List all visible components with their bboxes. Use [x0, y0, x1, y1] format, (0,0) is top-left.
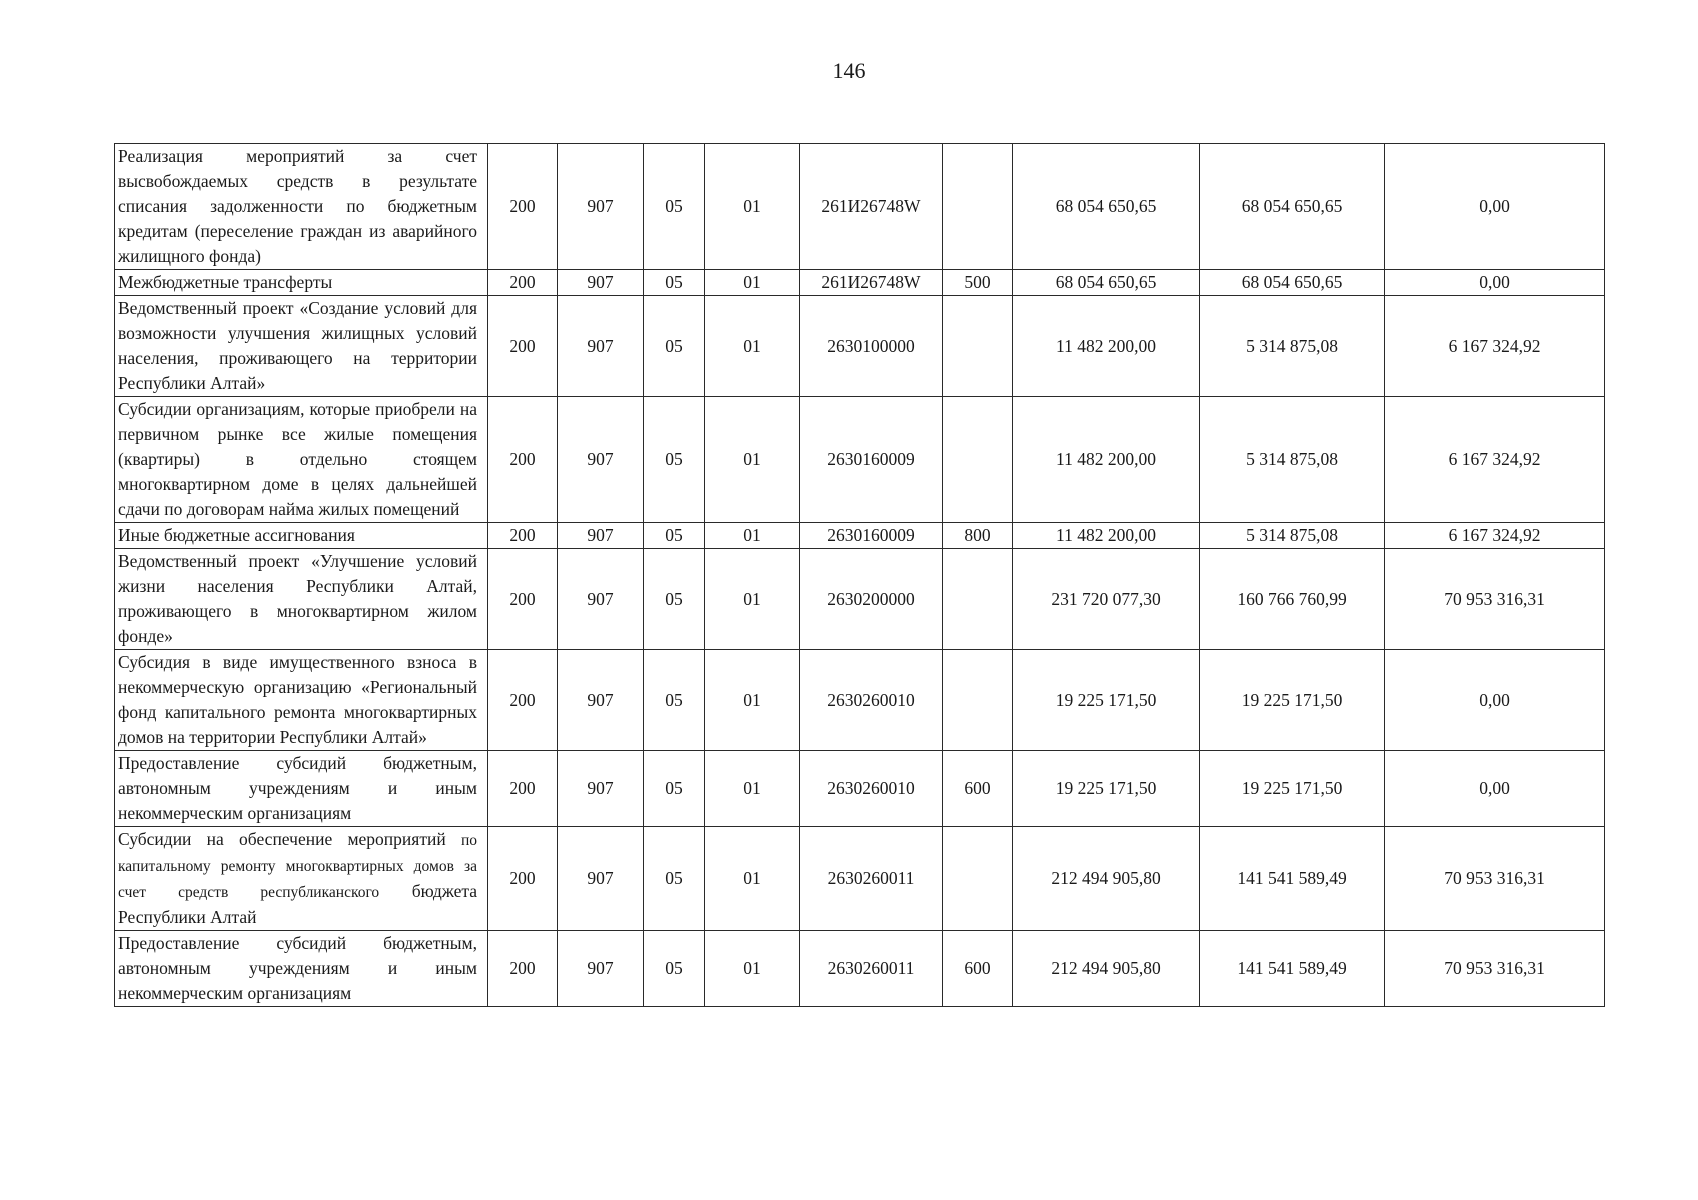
amount-cell: 70 953 316,31	[1385, 549, 1605, 650]
amount-cell: 0,00	[1385, 751, 1605, 827]
amount-cell: 68 054 650,65	[1013, 270, 1200, 296]
target-article-cell: 2630200000	[800, 549, 943, 650]
code-cell: 907	[558, 650, 644, 751]
amount-cell: 212 494 905,80	[1013, 827, 1200, 931]
expense-type-cell: 600	[943, 751, 1013, 827]
amount-cell: 160 766 760,99	[1200, 549, 1385, 650]
code-cell: 05	[644, 931, 705, 1007]
amount-cell: 68 054 650,65	[1200, 270, 1385, 296]
amount-cell: 141 541 589,49	[1200, 827, 1385, 931]
amount-cell: 0,00	[1385, 270, 1605, 296]
table-row	[115, 397, 1605, 523]
code-cell: 200	[488, 751, 558, 827]
amount-cell: 212 494 905,80	[1013, 931, 1200, 1007]
table-row	[115, 523, 1605, 549]
row-name: Ведомственный проект «Улучшение условий жизни населения Республики Алтай, проживающего в многоквартирном жилом фонде»	[115, 549, 488, 650]
code-cell: 200	[488, 144, 558, 270]
amount-cell: 0,00	[1385, 650, 1605, 751]
target-article-cell: 2630100000	[800, 296, 943, 397]
table-row	[115, 270, 1605, 296]
row-name-part: по капитальному ремонту многоквартирных домов за счет средств республиканского	[118, 832, 478, 901]
table-row	[115, 296, 1605, 397]
code-cell: 200	[488, 523, 558, 549]
expense-type-cell: 600	[943, 931, 1013, 1007]
code-cell: 200	[488, 827, 558, 931]
code-cell: 907	[558, 397, 644, 523]
target-article-cell: 2630260010	[800, 751, 943, 827]
code-cell: 01	[705, 751, 800, 827]
amount-cell: 11 482 200,00	[1013, 523, 1200, 549]
amount-cell: 68 054 650,65	[1013, 144, 1200, 270]
page-number: 146	[832, 58, 866, 83]
amount-cell: 19 225 171,50	[1200, 751, 1385, 827]
target-article-cell: 261И26748W	[800, 270, 943, 296]
code-cell: 01	[705, 650, 800, 751]
amount-cell: 0,00	[1385, 144, 1605, 270]
row-name: Ведомственный проект «Создание условий для возможности улучшения жилищных условий населения, проживающего на территории Республики Алтай»	[115, 296, 488, 397]
code-cell: 200	[488, 270, 558, 296]
row-name: Предоставление субсидий бюджетным, автономным учреждениям и иным некоммерческим организациям	[115, 751, 488, 827]
expense-type-cell	[943, 296, 1013, 397]
amount-cell: 6 167 324,92	[1385, 523, 1605, 549]
code-cell: 907	[558, 270, 644, 296]
code-cell: 907	[558, 144, 644, 270]
budget-table	[114, 143, 1605, 1007]
amount-cell: 11 482 200,00	[1013, 296, 1200, 397]
code-cell: 05	[644, 827, 705, 931]
code-cell: 907	[558, 296, 644, 397]
expense-type-cell: 500	[943, 270, 1013, 296]
target-article-cell: 2630260011	[800, 827, 943, 931]
expense-type-cell	[943, 827, 1013, 931]
expense-type-cell: 800	[943, 523, 1013, 549]
code-cell: 05	[644, 650, 705, 751]
amount-cell: 19 225 171,50	[1013, 650, 1200, 751]
amount-cell: 70 953 316,31	[1385, 931, 1605, 1007]
target-article-cell: 2630260011	[800, 931, 943, 1007]
code-cell: 200	[488, 549, 558, 650]
row-name: Субсидии организациям, которые приобрели на первичном рынке все жилые помещения (квартиры) в отдельно стоящем многоквартирном доме в целях дальнейшей сдачи по договорам найма жилых помещений	[115, 397, 488, 523]
code-cell: 01	[705, 296, 800, 397]
row-name: Субсидия в виде имущественного взноса в некоммерческую организацию «Региональный фонд капитального ремонта многоквартирных домов на территории Республики Алтай»	[115, 650, 488, 751]
row-name: Межбюджетные трансферты	[115, 270, 488, 296]
expense-type-cell	[943, 397, 1013, 523]
amount-cell: 70 953 316,31	[1385, 827, 1605, 931]
code-cell: 907	[558, 931, 644, 1007]
amount-cell: 5 314 875,08	[1200, 296, 1385, 397]
amount-cell: 5 314 875,08	[1200, 523, 1385, 549]
code-cell: 907	[558, 827, 644, 931]
code-cell: 05	[644, 144, 705, 270]
code-cell: 01	[705, 931, 800, 1007]
amount-cell: 6 167 324,92	[1385, 296, 1605, 397]
table-row	[115, 827, 1605, 931]
code-cell: 05	[644, 296, 705, 397]
code-cell: 01	[705, 397, 800, 523]
code-cell: 200	[488, 397, 558, 523]
code-cell: 05	[644, 549, 705, 650]
code-cell: 01	[705, 144, 800, 270]
row-name-part: бюджета Республики Алтай	[118, 881, 477, 927]
amount-cell: 6 167 324,92	[1385, 397, 1605, 523]
amount-cell: 11 482 200,00	[1013, 397, 1200, 523]
target-article-cell: 2630260010	[800, 650, 943, 751]
row-name-part: Субсидии на обеспечение мероприятий	[118, 829, 446, 849]
table-row	[115, 144, 1605, 270]
amount-cell: 19 225 171,50	[1013, 751, 1200, 827]
code-cell: 05	[644, 751, 705, 827]
code-cell: 05	[644, 523, 705, 549]
expense-type-cell	[943, 549, 1013, 650]
code-cell: 907	[558, 751, 644, 827]
code-cell: 200	[488, 650, 558, 751]
amount-cell: 19 225 171,50	[1200, 650, 1385, 751]
code-cell: 907	[558, 523, 644, 549]
amount-cell: 141 541 589,49	[1200, 931, 1385, 1007]
code-cell: 01	[705, 827, 800, 931]
target-article-cell: 2630160009	[800, 397, 943, 523]
code-cell: 05	[644, 270, 705, 296]
row-name	[115, 827, 488, 931]
amount-cell: 68 054 650,65	[1200, 144, 1385, 270]
code-cell: 01	[705, 270, 800, 296]
code-cell: 01	[705, 549, 800, 650]
code-cell: 907	[558, 549, 644, 650]
row-name: Реализация мероприятий за счет высвобождаемых средств в результате списания задолженности по бюджетным кредитам (переселение граждан из аварийного жилищного фонда)	[115, 144, 488, 270]
table-row	[115, 650, 1605, 751]
code-cell: 05	[644, 397, 705, 523]
amount-cell: 231 720 077,30	[1013, 549, 1200, 650]
row-name: Предоставление субсидий бюджетным, автономным учреждениям и иным некоммерческим организациям	[115, 931, 488, 1007]
row-name: Иные бюджетные ассигнования	[115, 523, 488, 549]
table-row	[115, 751, 1605, 827]
table-row	[115, 549, 1605, 650]
code-cell: 200	[488, 931, 558, 1007]
target-article-cell: 261И26748W	[800, 144, 943, 270]
code-cell: 200	[488, 296, 558, 397]
table-row	[115, 931, 1605, 1007]
expense-type-cell	[943, 144, 1013, 270]
expense-type-cell	[943, 650, 1013, 751]
code-cell: 01	[705, 523, 800, 549]
amount-cell: 5 314 875,08	[1200, 397, 1385, 523]
target-article-cell: 2630160009	[800, 523, 943, 549]
